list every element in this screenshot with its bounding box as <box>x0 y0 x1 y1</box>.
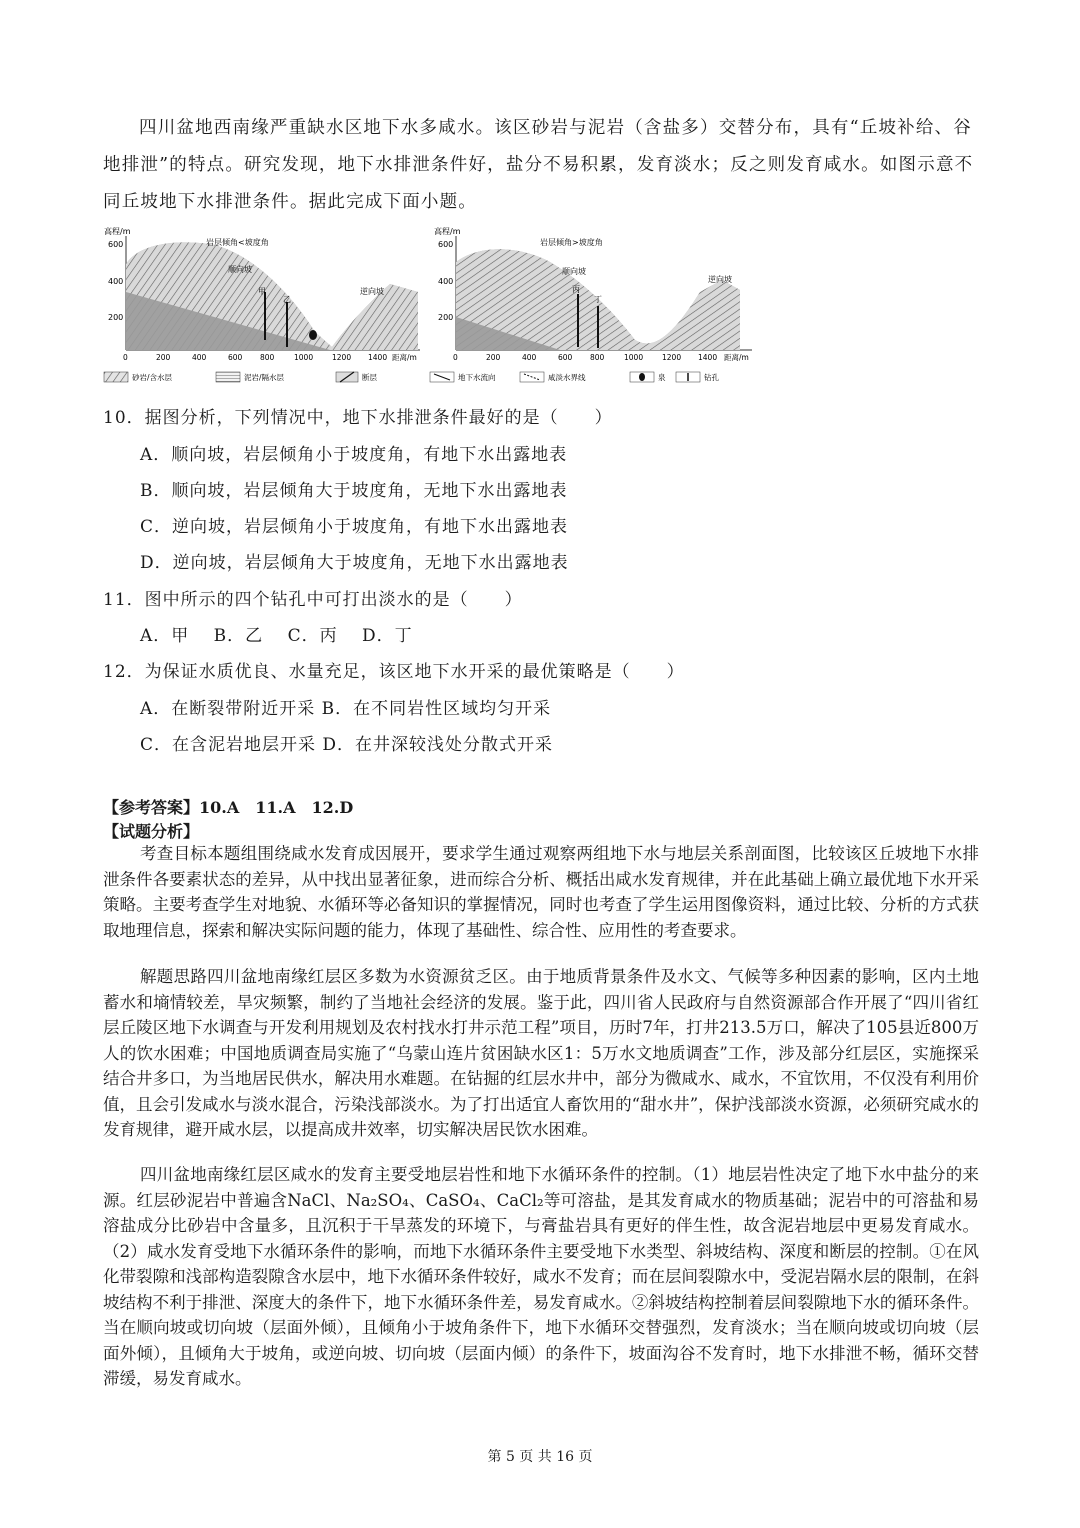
svg-text:1000: 1000 <box>294 353 314 362</box>
q12-options-ab: A．在断裂带附近开采 B．在不同岩性区域均匀开采 <box>140 699 552 719</box>
right-x-ticks <box>453 352 749 362</box>
intro-paragraph: 四川盆地西南缘严重缺水区地下水多咸水。该区砂岩与泥岩（含盐多）交替分布，具有“丘坡补给、谷地排泄”的特点。研究发现，地下水排泄条件好，盐分不易积累，发育淡水；反之则发育咸水。如图示意不同丘坡地下水排泄条件。据此完成下面小题。 <box>103 118 974 212</box>
svg-text:1400: 1400 <box>368 353 388 362</box>
legend-borehole: 钻孔 <box>704 373 719 382</box>
right-slope-label: 顺向坡 <box>562 267 586 276</box>
legend-salt-fresh-boundary: 咸淡水界线 <box>548 373 586 382</box>
right-ytick-200: 200 <box>438 313 454 322</box>
q10-option-d: D．逆向坡，岩层倾角大于坡度角，无地下水出露地表 <box>140 553 569 573</box>
svg-text:0: 0 <box>123 353 128 362</box>
q12-options-cd: C．在含泥岩地层开采 D．在井深较浅处分散式开采 <box>140 735 554 755</box>
svg-text:600: 600 <box>228 353 243 362</box>
legend-fault: 断层 <box>362 373 377 382</box>
legend-flow-direction: 地下水流向 <box>458 373 496 382</box>
legend-sandstone: 砂岩/含水层 <box>132 373 173 382</box>
borehole-yi-label: 乙 <box>283 295 291 304</box>
svg-text:1000: 1000 <box>624 353 644 362</box>
q10-option-b: B．顺向坡，岩层倾角大于坡度角，无地下水出露地表 <box>140 481 568 501</box>
svg-text:0: 0 <box>453 353 458 362</box>
q11-options: A．甲 B．乙 C．丙 D．丁 <box>140 626 413 646</box>
left-ytick-400: 400 <box>108 277 124 286</box>
svg-text:600: 600 <box>558 353 573 362</box>
svg-text:1200: 1200 <box>662 353 682 362</box>
svg-text:距离/m: 距离/m <box>392 353 417 362</box>
q10-option-a: A．顺向坡，岩层倾角小于坡度角，有地下水出露地表 <box>140 445 568 465</box>
borehole-jia-label: 甲 <box>258 287 266 296</box>
left-slope-label: 顺向坡 <box>228 265 252 274</box>
left-profile <box>104 226 420 362</box>
left-panel-title: 岩层倾角<坡度角 <box>206 238 269 247</box>
left-x-ticks <box>123 352 417 362</box>
right-ytick-600: 600 <box>438 240 454 249</box>
right-panel-title: 岩层倾角>坡度角 <box>540 238 603 247</box>
question-12-stem: 12．为保证水质优良、水量充足，该区地下水开采的最优策略是（ ） <box>103 662 685 682</box>
svg-text:1200: 1200 <box>332 353 352 362</box>
svg-text:距离/m: 距离/m <box>724 353 749 362</box>
right-y-axis-label: 高程/m <box>434 227 461 236</box>
analysis-paragraph-1: 考查目标本题组围绕咸水发育成因展开，要求学生通过观察两组地下水与地层关系剖面图，比较该区丘坡地下水排泄条件各要素状态的差异，从中找出显著征象，进而综合分析、概括出咸水发育规律，并在此基础上确立最优地下水开采策略。主要考查学生对地貌、水循环等必备知识的掌握情况，同时也考查了学生运用图像资料，通过比较、分析的方式获取地理信息，探索和解决实际问题的能力，体现了基础性、综合性、应用性的考查要求。 <box>103 844 979 940</box>
figure-legend <box>104 372 719 382</box>
question-11-stem: 11．图中所示的四个钻孔中可打出淡水的是（ ） <box>103 590 523 610</box>
spring-icon <box>309 330 317 340</box>
borehole-bing-label: 丙 <box>572 285 580 294</box>
legend-spring: 泉 <box>658 373 666 382</box>
legend-mudstone: 泥岩/隔水层 <box>244 373 285 382</box>
svg-text:200: 200 <box>486 353 501 362</box>
right-profile <box>434 226 752 362</box>
left-ytick-600: 600 <box>108 240 124 249</box>
svg-text:800: 800 <box>260 353 275 362</box>
right-ytick-400: 400 <box>438 277 454 286</box>
right-reverse-slope-label: 逆向坡 <box>708 275 732 284</box>
left-reverse-slope-label: 逆向坡 <box>360 287 384 296</box>
analysis-paragraph-3: 四川盆地南缘红层区咸水的发育主要受地层岩性和地下水循环条件的控制。（1）地层岩性决定了地下水中盐分的来源。红层砂泥岩中普遍含NaCl、Na₂SO₄、CaSO₄、CaCl₂等可溶盐，是其发育咸水的物质基础；泥岩中的可溶盐和易溶盐成分比砂岩中含量多，且沉积于干旱蒸发的环境下，与膏盐岩具有更好的伴生性，故含泥岩地层中更易发育咸水。（2）咸水发育受地下水循环条件的影响，而地下水循环条件主要受地下水类型、斜坡结构、深度和断层的控制。①在风化带裂隙和浅部构造裂隙含水层中，地下水循环条件较好，咸水不发育；而在层间裂隙水中，受泥岩隔水层的限制，在斜坡结构不利于排泄、深度大的条件下，地下水循环条件差，易发育咸水。②斜坡结构控制着层间裂隙地下水的循环条件。当在顺向坡或切向坡（层面外倾），且倾角小于坡角条件下，地下水循环交替强烈，发育淡水；当在顺向坡或切向坡（层面外倾），且倾角大于坡角，或逆向坡、切向坡（层面内倾）的条件下，坡面沟谷不发育时，地下水排泄不畅，循环交替滞缓，易发育咸水。 <box>103 1165 979 1388</box>
q10-option-c: C．逆向坡，岩层倾角小于坡度角，有地下水出露地表 <box>140 517 569 537</box>
svg-text:200: 200 <box>156 353 171 362</box>
geology-cross-section-figure <box>100 222 760 394</box>
question-10-stem: 10．据图分析，下列情况中，地下水排泄条件最好的是（ ） <box>103 408 613 428</box>
page-footer: 第 5 页 共 16 页 <box>487 1449 593 1465</box>
svg-text:1400: 1400 <box>698 353 718 362</box>
left-y-axis-label: 高程/m <box>104 227 131 236</box>
answer-line: 【参考答案】10.A 11.A 12.D <box>103 798 354 817</box>
svg-text:800: 800 <box>590 353 605 362</box>
borehole-ding-label: 丁 <box>594 295 602 304</box>
svg-text:400: 400 <box>192 353 207 362</box>
svg-text:400: 400 <box>522 353 537 362</box>
analysis-paragraph-2: 解题思路四川盆地南缘红层区多数为水资源贫乏区。由于地质背景条件及水文、气候等多种因素的影响，区内土地蓄水和墒情较差，旱灾频繁，制约了当地社会经济的发展。鉴于此，四川省人民政府与自然资源部合作开展了“四川省红层丘陵区地下水调查与开发利用规划及农村找水打井示范工程”项目，历时7年，打井213.5万口，解决了105县近800万人的饮水困难；中国地质调查局实施了“乌蒙山连片贫困缺水区1：5万水文地质调查”工作，涉及部分红层区，实施探采结合井多口，为当地居民供水，解决用水难题。在钻掘的红层水井中，部分为微咸水、咸水，不宜饮用，不仅没有利用价值，且会引发咸水与淡水混合，污染浅部淡水。为了打出适宜人畜饮用的“甜水井”，保护浅部淡水资源，必须研究咸水的发育规律，避开咸水层，以提高成井效率，切实解决居民饮水困难。 <box>103 967 979 1139</box>
left-ytick-200: 200 <box>108 313 124 322</box>
analysis-heading: 【试题分析】 <box>103 822 200 841</box>
